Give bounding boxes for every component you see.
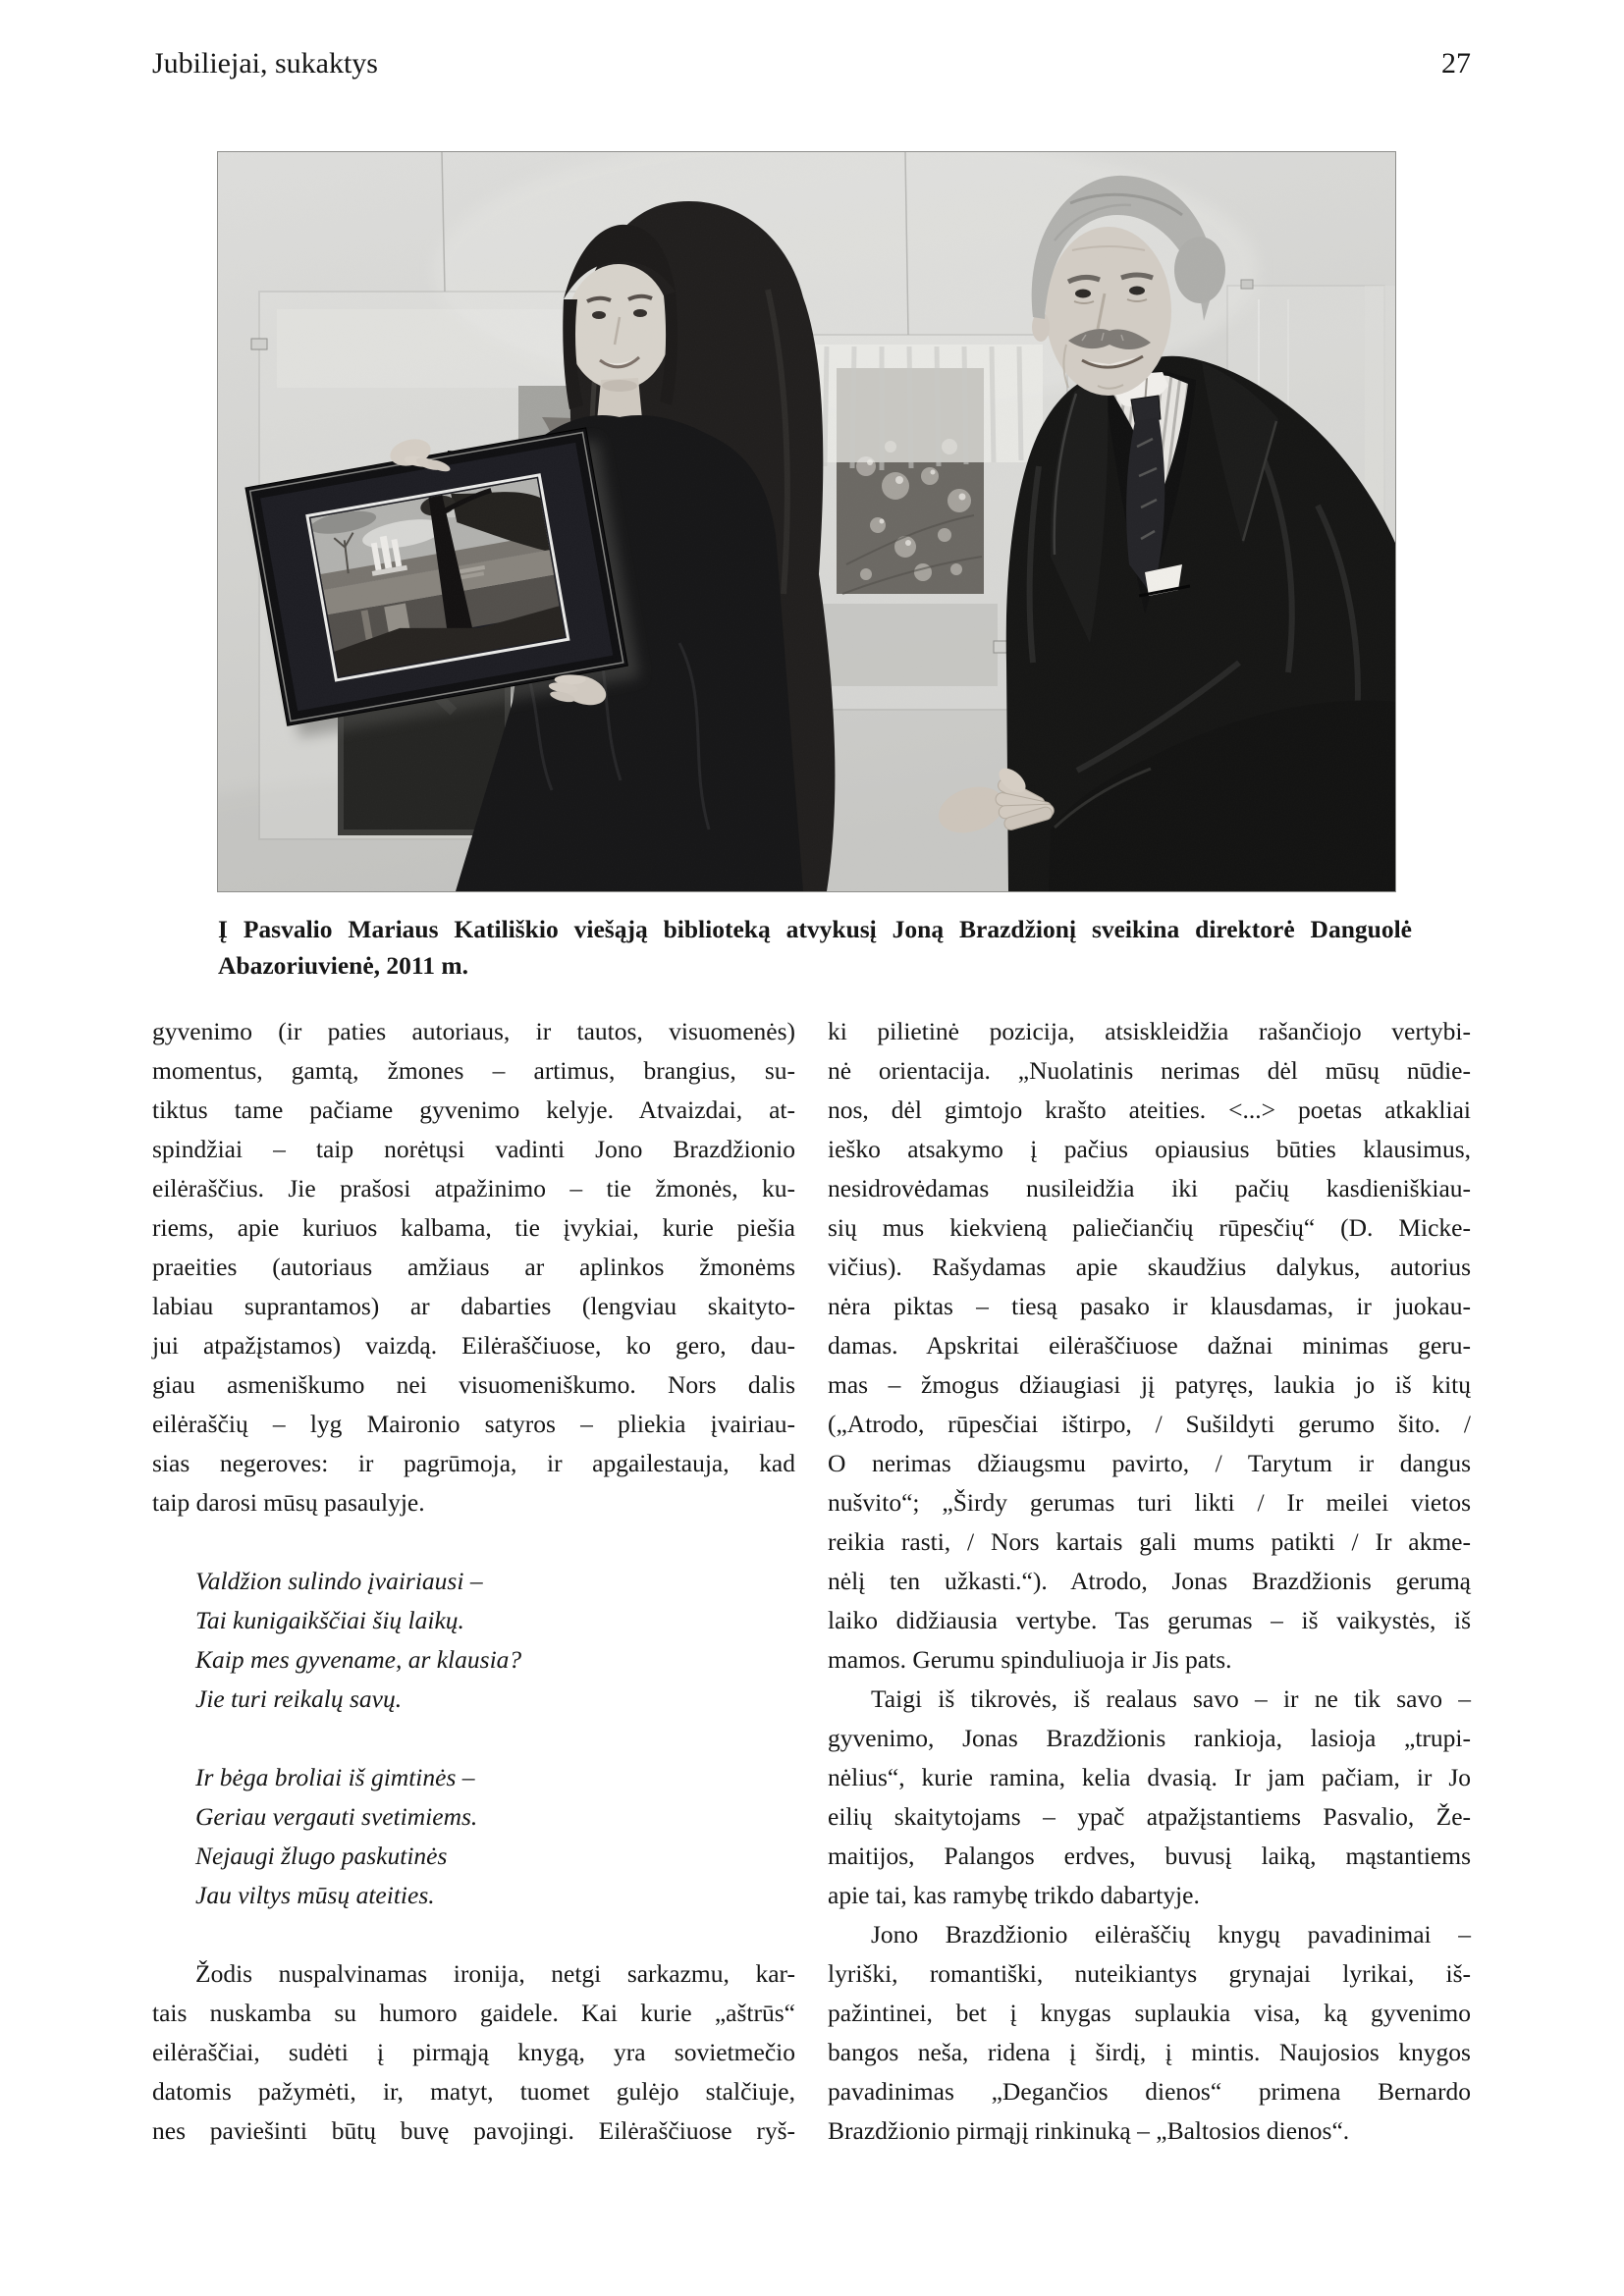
verse-line: Geriau vergauti svetimiems. xyxy=(195,1802,478,1831)
running-header xyxy=(152,47,1471,80)
text-line: ieško atsakymo į pačius opiausius būties klausimus, xyxy=(828,1135,1471,1163)
text-line: gyvenimo (ir paties autoriaus, ir tautos, visuomenės) xyxy=(152,1017,795,1045)
verse-line: Valdžion sulindo įvairiausi – xyxy=(195,1567,483,1595)
text-line: O nerimas džiaugsmu pavirto, / Tarytum ir dangus xyxy=(828,1449,1471,1477)
text-line: nos, dėl gimtojo krašto ateities. <...> poetas atkakliai xyxy=(828,1095,1471,1124)
text-line: taip darosi mūsų pasaulyje. xyxy=(152,1488,425,1517)
section-title: Jubiliejai, sukaktys xyxy=(152,47,378,80)
article-photograph xyxy=(218,152,1395,891)
text-line: eilėraščių – lyg Maironio satyros – pliekia įvairiau- xyxy=(152,1410,795,1438)
verse-line: Jau viltys mūsų ateities. xyxy=(195,1881,435,1909)
text-line: eilių skaitytojams – ypač atpažįstantiems Pasvalio, Že- xyxy=(828,1802,1471,1831)
text-line: ki pilietinė pozicija, atsiskleidžia rašančiojo vertybi- xyxy=(828,1017,1471,1045)
text-line: gyvenimo, Jonas Brazdžionis rankioja, lasioja „trupi- xyxy=(828,1724,1471,1752)
text-column-right xyxy=(828,1012,1471,2151)
verse-line: Tai kunigaikščiai šių laikų. xyxy=(195,1606,464,1634)
text-line: datomis pažymėti, ir, matyt, tuomet gulėjo stalčiuje, xyxy=(152,2077,795,2106)
text-line: laiko didžiausia vertybe. Tas gerumas – iš vaikystės, iš xyxy=(828,1606,1471,1634)
text-line: tiktus tame pačiame gyvenimo kelyje. Atvaizdai, at- xyxy=(152,1095,795,1124)
text-line: jui atpažįstamos) vaizdą. Eilėraščiuose, ko gero, dau- xyxy=(152,1331,795,1360)
text-line: Taigi iš tikrovės, iš realaus savo – ir ne tik savo – xyxy=(871,1684,1471,1713)
text-line: riems, apie kuriuos kalbama, tie įvykiai, kurie piešia xyxy=(152,1213,795,1242)
paragraph xyxy=(152,1012,795,1522)
paragraph xyxy=(828,1012,1471,1680)
text-line: vičius). Rašydamas apie skaudžius dalykus, autorius xyxy=(828,1253,1471,1281)
text-line: nėlius“, kurie ramina, kelia dvasią. Ir jam pačiam, ir Jo xyxy=(828,1763,1471,1791)
text-line: nėlį ten užkasti.“). Atrodo, Jonas Brazdžionis gerumą xyxy=(828,1567,1471,1595)
text-line: pažintinei, bet į knygas suplaukia visa, ką gyvenimo xyxy=(828,1999,1471,2027)
verse-line: Kaip mes gyvename, ar klausia? xyxy=(195,1645,522,1674)
text-line: lyriški, romantiški, nuteikiantys grynajai lyrikai, iš- xyxy=(828,1959,1471,1988)
text-line: Abazoriuvienė, 2011 m. xyxy=(218,951,468,980)
film-grain-overlay xyxy=(218,152,1395,891)
paragraph xyxy=(828,1915,1471,2151)
article-body xyxy=(152,1012,1471,2151)
text-line: nėra piktas – tiesą pasako ir klausdamas, ir juokau- xyxy=(828,1292,1471,1320)
verse-line: Ir bėga broliai iš gimtinės – xyxy=(195,1763,475,1791)
text-line: pavadinimas „Degančios dienos“ primena Bernardo xyxy=(828,2077,1471,2106)
text-line: Žodis nuspalvinamas ironija, netgi sarkazmu, kar- xyxy=(195,1959,795,1988)
text-line: damas. Apskritai eilėraščiuose dažnai minimas geru- xyxy=(828,1331,1471,1360)
poem-stanza xyxy=(152,1758,795,1915)
text-line: eilėraščius. Jie prašosi atpažinimo – tie žmonės, ku- xyxy=(152,1174,795,1202)
text-line: mamos. Gerumu spinduliuoja ir Jis pats. xyxy=(828,1645,1232,1674)
paragraph xyxy=(152,1954,795,2151)
text-line: giau asmeniškumo nei visuomeniškumo. Nors dalis xyxy=(152,1370,795,1399)
text-line: Į Pasvalio Mariaus Katiliškio viešąją biblioteką atvykusį Joną Brazdžionį sveikina direktorė Danguolė xyxy=(218,915,1412,943)
photo-caption xyxy=(218,911,1412,984)
text-line: momentus, gamtą, žmones – artimus, brangius, su- xyxy=(152,1056,795,1085)
text-line: apie tai, kas ramybę trikdo dabartyje. xyxy=(828,1881,1200,1909)
paragraph xyxy=(828,1680,1471,1915)
text-line: eilėraščiai, sudėti į pirmąją knygą, yra sovietmečio xyxy=(152,2038,795,2066)
gallery-photo-illustration xyxy=(218,152,1395,891)
text-line: nesidrovėdamas nusileidžia iki pačių kasdieniškiau- xyxy=(828,1174,1471,1202)
text-line: sias negeroves: ir pagrūmoja, ir apgailestauja, kad xyxy=(152,1449,795,1477)
verse-line: Jie turi reikalų savų. xyxy=(195,1684,403,1713)
text-line: tais nuskamba su humoro gaidele. Kai kurie „aštrūs“ xyxy=(152,1999,795,2027)
page-number: 27 xyxy=(1441,47,1471,80)
poem-stanza xyxy=(152,1562,795,1719)
text-line: maitijos, Palangos erdves, buvusį laiką, mąstantiems xyxy=(828,1842,1471,1870)
text-column-left xyxy=(152,1012,795,2151)
text-line: Jono Brazdžionio eilėraščių knygų pavadinimai – xyxy=(871,1920,1471,1949)
text-line: nes paviešinti būtų buvę pavojingi. Eilėraščiuose ryš- xyxy=(152,2116,795,2145)
text-line: Brazdžionio pirmąjį rinkinuką – „Baltosios dienos“. xyxy=(828,2116,1350,2145)
verse-line: Nejaugi žlugo paskutinės xyxy=(195,1842,448,1870)
text-line: sių mus kiekvieną paliečiančių rūpesčių“ (D. Micke- xyxy=(828,1213,1471,1242)
text-line: („Atrodo, rūpesčiai ištirpo, / Sušildyti gerumo šito. / xyxy=(828,1410,1471,1438)
text-line: bangos neša, ridena į širdį, į mintis. Naujosios knygos xyxy=(828,2038,1471,2066)
text-line: praeities (autoriaus amžiaus ar aplinkos žmonėms xyxy=(152,1253,795,1281)
text-line: labiau suprantamos) ar dabarties (lengviau skaityto- xyxy=(152,1292,795,1320)
text-line: spindžiai – taip norėtųsi vadinti Jono Brazdžionio xyxy=(152,1135,795,1163)
text-line: mas – žmogus džiaugiasi jį patyręs, laukia jo iš kitų xyxy=(828,1370,1471,1399)
text-line: nušvito“; „Širdy gerumas turi likti / Ir meilei vietos xyxy=(828,1488,1471,1517)
text-line: nė orientacija. „Nuolatinis nerimas dėl mūsų nūdie- xyxy=(828,1056,1471,1085)
text-line: reikia rasti, / Nors kartais gali mums patikti / Ir akme- xyxy=(828,1527,1471,1556)
